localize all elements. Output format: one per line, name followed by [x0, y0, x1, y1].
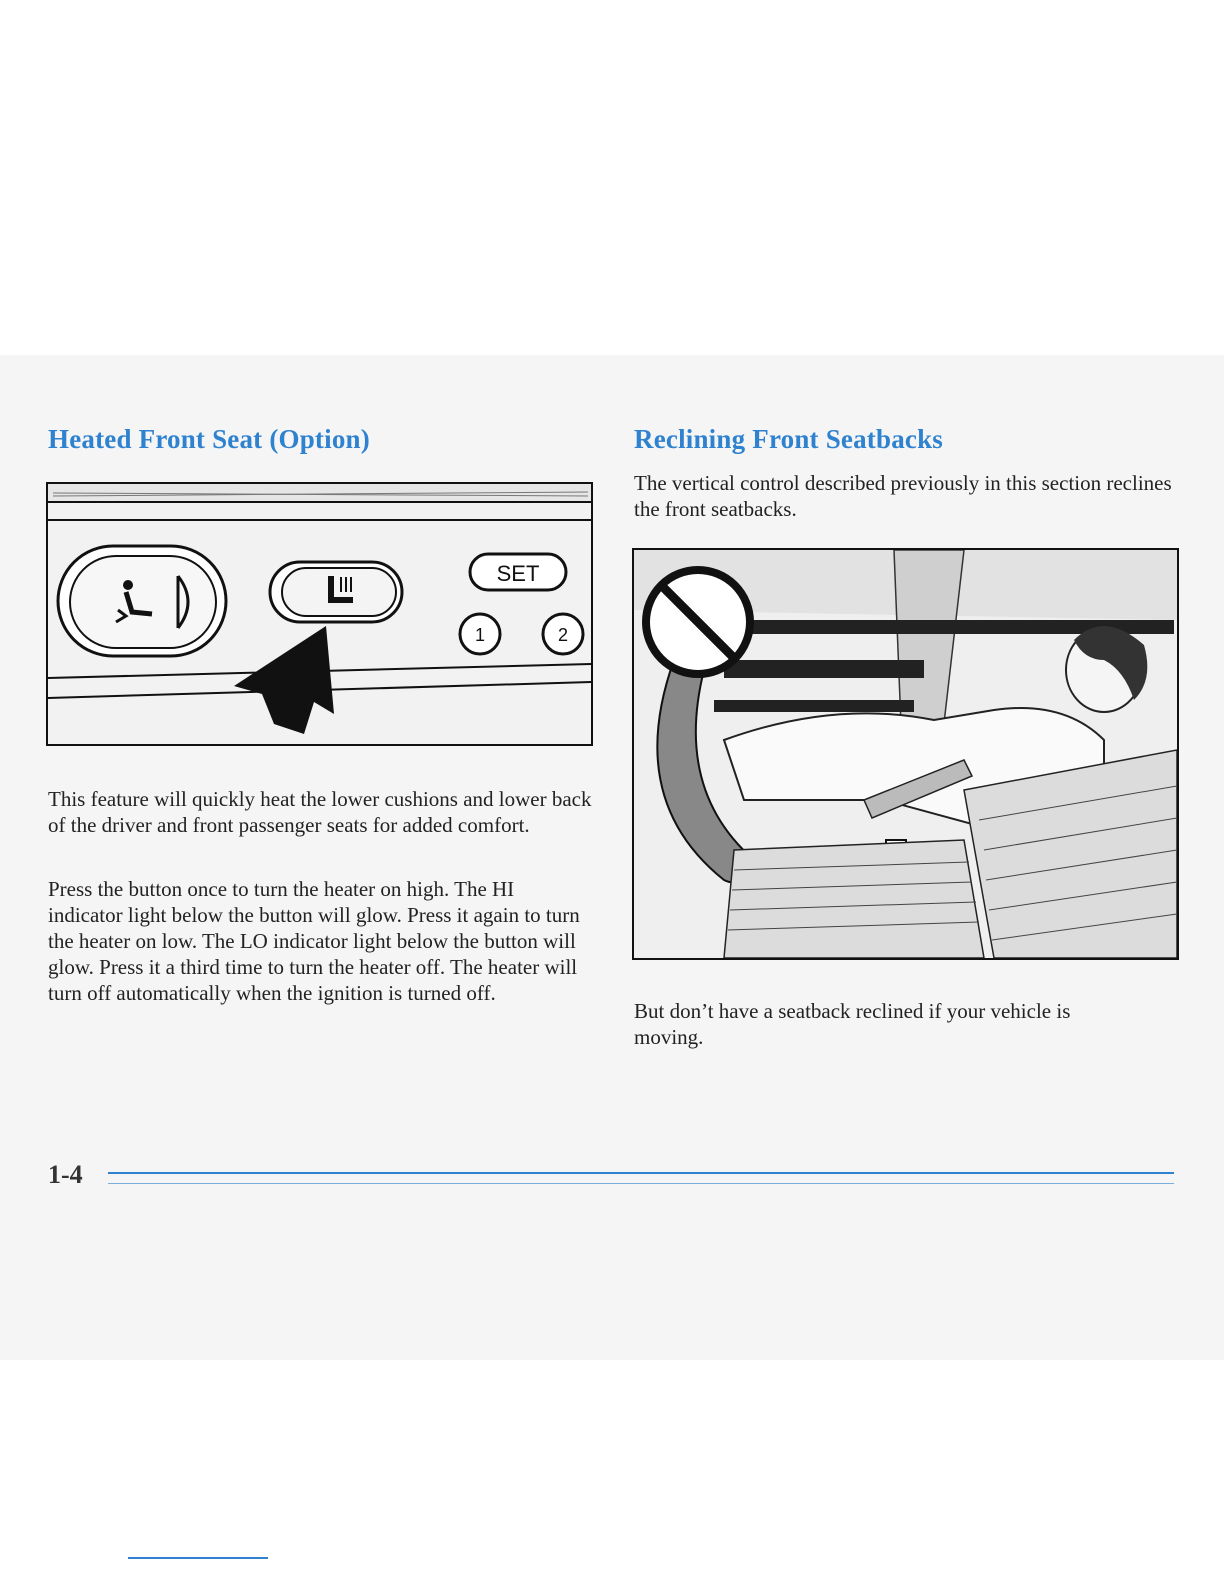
memory-button-2	[543, 614, 583, 654]
heated-seat-heading: Heated Front Seat (Option)	[48, 424, 370, 454]
bottom-mark	[128, 1557, 268, 1559]
heated-seat-instructions: Press the button once to turn the heater on high. The HI indicator light below the button will glow. Press it again to turn the heater on low. The LO indicator light below the button will glow. Press it a third time to turn the heater off. The heater will turn off automatically when the ignition is turned off.	[48, 877, 580, 1005]
reclined-seat-illustration	[632, 548, 1179, 960]
set-label: SET	[496, 561, 540, 586]
pointer-arrow-icon	[234, 626, 334, 734]
prohibition-sign-icon	[646, 570, 750, 674]
reclining-caution: But don’t have a seatback reclined if your vehicle is moving.	[634, 999, 1071, 1049]
memory-2-label: 2	[557, 625, 569, 645]
heated-seat-intro: This feature will quickly heat the lower cushions and lower back of the driver and front passenger seats for added comfort.	[48, 787, 592, 837]
memory-button-1	[460, 614, 500, 654]
reclining-intro: The vertical control described previously in this section reclines the front seatbacks.	[634, 471, 1172, 521]
seat-control-illustration	[46, 482, 593, 746]
set-button	[470, 554, 566, 590]
footer-rule-thin	[108, 1183, 1174, 1184]
memory-1-label: 1	[474, 625, 486, 645]
footer-rule	[108, 1172, 1174, 1174]
page-number: 1-4	[48, 1160, 83, 1189]
reclining-heading: Reclining Front Seatbacks	[634, 424, 944, 454]
lumbar-seat-button-icon	[58, 546, 226, 656]
heated-seat-button-icon	[270, 562, 402, 622]
